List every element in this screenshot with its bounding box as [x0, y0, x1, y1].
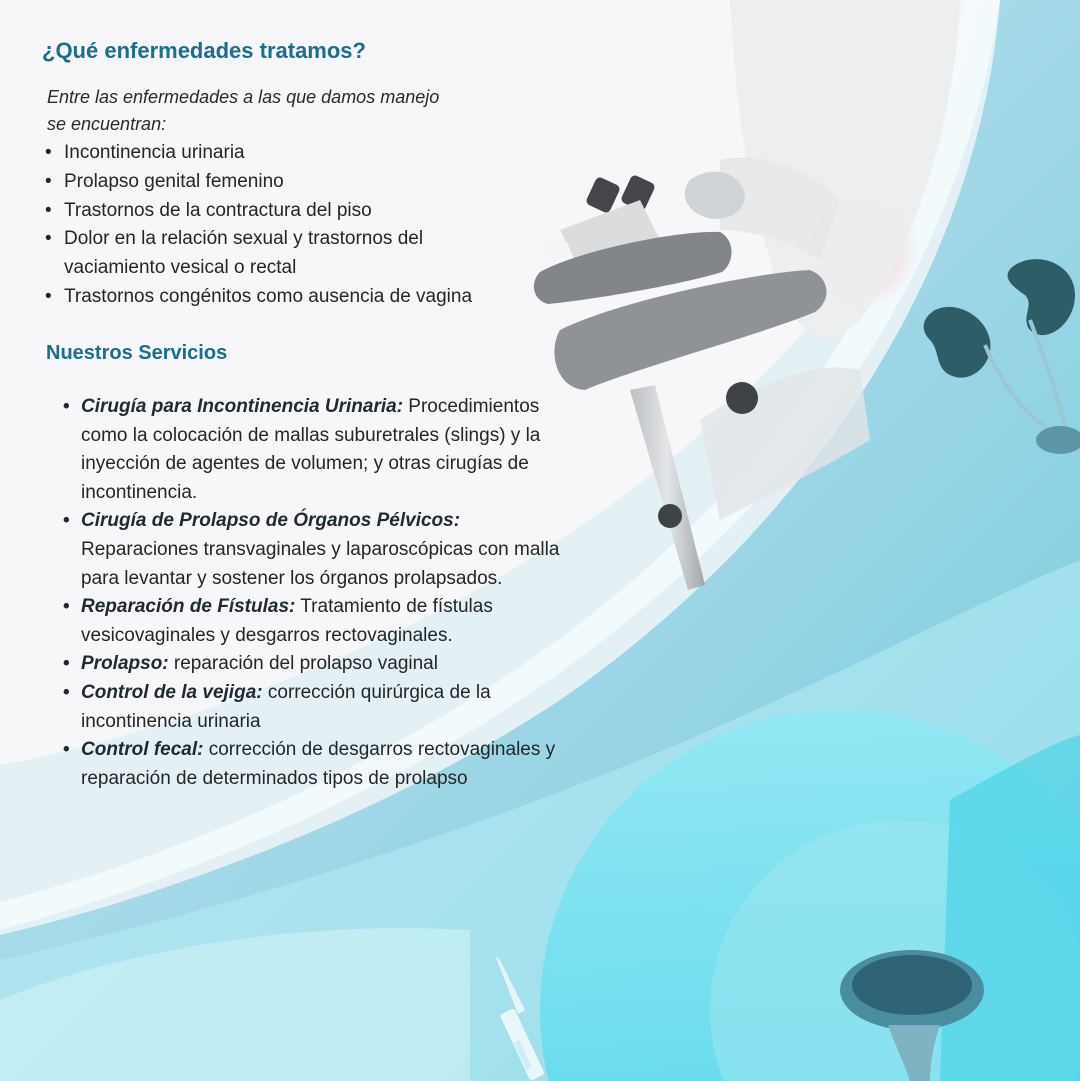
service-title: Prolapso:: [81, 653, 169, 675]
list-item: • Trastornos congénitos como ausencia de vagina: [40, 283, 560, 312]
services-list: [62, 393, 562, 793]
list-item: [62, 736, 562, 793]
list-item: [62, 650, 562, 679]
service-title: Control fecal:: [81, 739, 204, 761]
service-title: Control de la vejiga:: [81, 681, 263, 703]
list-item-text: Dolor en la relación sexual y trastornos del vaciamiento vesical o rectal: [64, 228, 424, 279]
service-text: reparación del prolapso vaginal: [168, 653, 438, 675]
service-text: corrección de desgarros rectovaginales y reparación de determinados tipos de prolapso: [81, 739, 556, 789]
services-heading: Nuestros Servicios: [46, 342, 228, 364]
list-item: [40, 225, 464, 283]
service-text: Tratamiento de fístulas vesicovaginales y desgarros rectovaginales.: [81, 596, 493, 646]
list-item: [62, 679, 562, 736]
diseases-list: [40, 139, 560, 312]
intro-text: Entre las enfermedades a las que damos manejo se encuentran:: [47, 87, 440, 134]
service-text: Reparaciones transvaginales y laparoscópicas con malla para levantar y sostener los órganos prolapsados.: [81, 538, 560, 589]
list-item: • Prolapso genital femenino: [40, 168, 560, 197]
list-item: [62, 393, 562, 507]
list-item: • Trastornos de la contractura del piso: [40, 197, 560, 226]
service-title: Cirugía de Prolapso de Órganos Pélvicos:: [81, 510, 461, 532]
service-text: Procedimientos como la colocación de mallas suburetrales (slings) y la inyección de agentes de volumen; y otras cirugías de incontinencia.: [81, 396, 541, 503]
list-item: • Incontinencia urinaria: [40, 139, 560, 168]
page-title: ¿Qué enfermedades tratamos?: [42, 38, 366, 63]
service-text: corrección quirúrgica de la incontinencia urinaria: [81, 681, 491, 732]
list-item: [62, 593, 562, 650]
list-item: [62, 507, 562, 593]
service-title: Reparación de Fístulas:: [81, 596, 296, 618]
service-title: Cirugía para Incontinencia Urinaria:: [81, 396, 404, 417]
